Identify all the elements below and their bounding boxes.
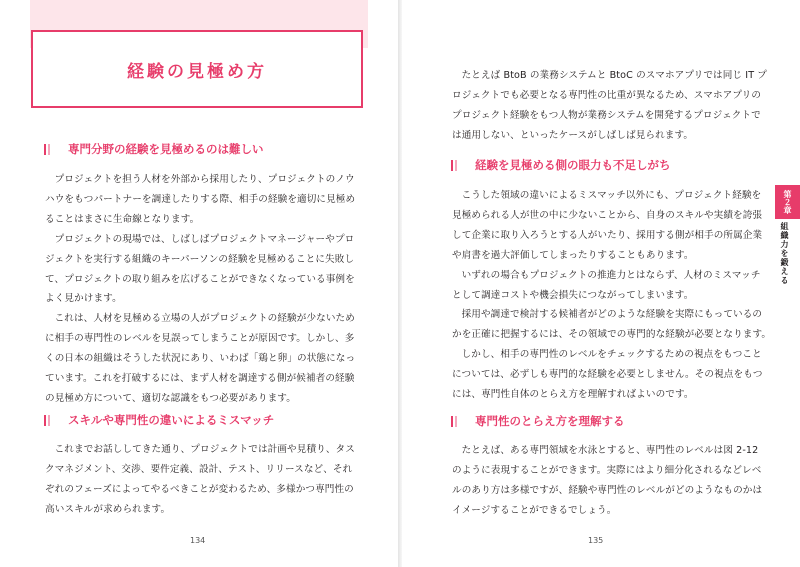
text-line: には、専門性自体のとらえ方を理解すればよいのです。 (452, 389, 694, 401)
section-heading-text: 経験を見極める側の眼力も不足しがち (475, 158, 671, 172)
section-heading-text: 専門性のとらえ方を理解する (475, 414, 625, 428)
title-box (31, 30, 363, 108)
text-line: 高いスキルが求められます。 (45, 503, 171, 515)
body-paragraph (452, 66, 767, 146)
text-line: ハウをもつパートナーを調達したりする際、相手の経験を適切に見極め (45, 193, 356, 205)
text-line: かを正確に把握するには、その領域での専門的な経験が必要となります。 (452, 329, 772, 341)
section-heading (44, 141, 264, 157)
text-line: ぞれのフェーズによってやるべきことが変わるため、多様かつ専門性の (45, 483, 354, 495)
text-line: については、必ずしも専門的な経験を必要としません。その視点をもつ (452, 369, 763, 381)
page-number: 134 (190, 536, 206, 545)
text-line: に相手の専門性のレベルを見誤ってしまうことが原因です。しかし、多 (45, 333, 355, 345)
chapter-tab (775, 185, 800, 219)
heading-marker-icon (44, 144, 52, 155)
text-line: て、プロジェクトの取り組みを広げることができなくなっている事例を (45, 273, 355, 285)
heading-marker-icon (451, 160, 459, 171)
text-line: これは、人材を見極める立場の人がプロジェクトの経験が少ないため (54, 313, 355, 325)
text-line: 見極められる人が世の中に少ないことから、自身のスキルや実績を誇張 (452, 209, 763, 221)
text-line: ロジェクトでも必要となる専門性の比重が異なるため、スマホアプリの (452, 89, 762, 101)
text-line: の見極め方について、適切な認識をもつ必要があります。 (45, 392, 296, 404)
page-number: 135 (588, 536, 604, 545)
text-line: クマネジメント、交渉、要件定義、設計、テスト、リリースなど、それ (45, 463, 353, 475)
text-line: たとえば、ある専門領域を水泳とすると、専門性のレベルは図 2-12 (461, 445, 759, 456)
text-line: たとえば BtoB の業務システムと BtoC のスマホアプリでは同じ IT プ (461, 70, 767, 81)
section-heading (44, 412, 274, 428)
text-line: よく見かけます。 (45, 293, 122, 305)
body-paragraph (45, 440, 355, 520)
body-paragraph (45, 170, 355, 409)
text-line: として調達コストや機会損失につながってしまいます。 (452, 289, 694, 301)
text-line: プロジェクトを担う人材を外部から採用したり、プロジェクトのノウ (54, 174, 355, 185)
text-line: 採用や調達で検討する候補者がどのような経験を実際にもっているの (461, 309, 763, 321)
page-title: 経験の見極め方 (127, 61, 267, 82)
text-line: こうした領域の違いによるミスマッチ以外にも、プロジェクト経験を (461, 190, 762, 201)
text-line: プロジェクト経験をもつ人物が業務システムを開発するプロジェクトで (452, 109, 761, 121)
text-line: これまでお話ししてきた通り、プロジェクトでは計画や見積り、タス (54, 444, 355, 455)
section-heading-text: スキルや専門性の違いによるミスマッチ (68, 413, 275, 427)
text-line: は通用しない、といったケースがしばしば見られます。 (452, 129, 694, 141)
section-heading-text: 専門分野の経験を見極めるのは難しい (68, 142, 264, 156)
chapter-tab-label: 第２章 (783, 190, 792, 214)
text-line: プロジェクトの現場では、しばしばプロジェクトマネージャーやプロ (54, 233, 355, 245)
text-line: くの日本の組織はそうした状況にあり、いわば「鶏と卵」の状態になっ (45, 353, 356, 365)
text-line: しかし、相手の専門性のレベルをチェックするための視点をもつこと (461, 349, 762, 361)
heading-marker-icon (451, 416, 459, 427)
text-line: や肩書を過大評価してしまったりすることもあります。 (452, 249, 694, 261)
text-line: ています。これを打破するには、まず人材を調達する側が候補者の経験 (45, 373, 355, 385)
heading-marker-icon (44, 415, 52, 426)
chapter-title: 組織力を鍛える (780, 222, 789, 285)
section-heading (451, 413, 625, 429)
text-line: して企業に取り入ろうとする人がいたり、採用する側が相手の所属企業 (452, 229, 763, 241)
text-line: のように表現することができます。実際にはより細分化されるなどレベ (452, 464, 762, 476)
text-line: ルのあり方は多様ですが、経験や専門性のレベルがどのようなものかは (452, 484, 763, 496)
text-line: イメージすることができるでしょう。 (452, 504, 617, 516)
section-heading (451, 157, 671, 173)
text-line: いずれの場合もプロジェクトの推進力とはならず、人材のミスマッチ (461, 269, 761, 281)
body-paragraph (452, 186, 771, 405)
text-line: ることはまさに生命線となります。 (45, 213, 200, 225)
text-line: ジェクトを実行する組織のキーパーソンの経験を見極めることに失敗し (45, 253, 355, 265)
body-paragraph (452, 441, 762, 521)
